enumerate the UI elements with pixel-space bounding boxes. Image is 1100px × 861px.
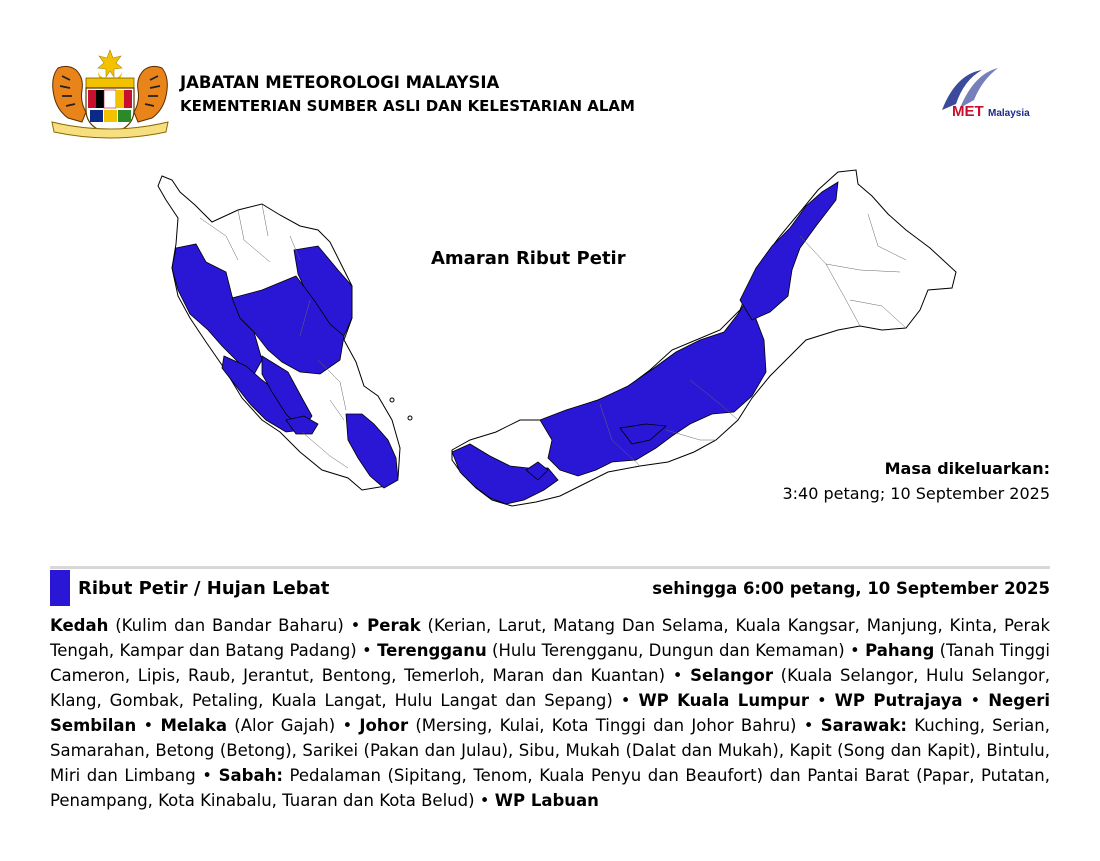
area-state: Sarawak: — [820, 716, 907, 735]
area-districts: (Mersing, Kulai, Kota Tinggi dan Johor Bahru) — [408, 716, 797, 735]
area-districts: (Kuala Selangor, Hulu Selangor, Klang, Gombak, Petaling, Kuala Langat, Hulu Langat dan Sepang) — [50, 666, 1050, 710]
issued-label: Masa dikeluarkan: — [884, 459, 1050, 478]
area-state: Pahang — [865, 641, 935, 660]
area-state: WP Putrajaya — [834, 691, 963, 710]
area-state: Selangor — [690, 666, 774, 685]
divider — [50, 566, 1050, 569]
affected-areas-text: Kedah (Kulim dan Bandar Baharu) • Perak (Kerian, Larut, Matang Dan Selama, Kuala Kangsar, Manjung, Kinta, Perak Tengah, Kampar dan Batang Padang) • Terengganu (Hulu Terengganu, Dungun dan Kemaman) • Pahang (Tanah Tinggi Cameron, Lipis, Raub, Jerantut, Bentong, Temerloh, Maran dan Kuantan) • Selangor (Kuala Selangor, Hulu Selangor, Klang, Gombak, Petaling, Kuala Langat, Hulu Langat dan Sepang) • WP Kuala Lumpur • WP Putrajaya • Negeri Sembilan • Melaka (Alor Gajah) • Johor (Mersing, Kulai, Kota Tinggi dan Johor Bahru) • Sarawak: Kuching, Serian, Samarahan, Betong (Betong), Sarikei (Pakan dan Julau), Sibu, Mukah (Dalat dan Mukah), Kapit (Song dan Kapit), Bintulu, Miri dan Limbang • Sabah: Pedalaman (Sipitang, Tenom, Kuala Penyu dan Beaufort) dan Pantai Barat (Papar, Putatan, Penampang, Kota Kinabalu, Tuaran dan Kota Belud) • WP Labuan — [50, 616, 1051, 810]
area-districts: Kuching, Serian, Samarahan, Betong (Betong), Sarikei (Pakan dan Julau), Sibu, Mukah (Dalat dan Mukah), Kapit (Song dan Kapit), Bintulu, Miri dan Limbang — [50, 716, 1050, 785]
area-districts — [809, 691, 817, 710]
legend-label: Ribut Petir / Hujan Lebat — [78, 578, 330, 599]
logo-country-text: Malaysia — [988, 108, 1030, 119]
area-districts: (Kulim dan Bandar Baharu) — [108, 616, 344, 635]
metmalaysia-logo — [930, 66, 1050, 122]
crest-shield-icon — [86, 88, 134, 134]
ministry-name: KEMENTERIAN SUMBER ASLI DAN KELESTARIAN ALAM — [180, 97, 635, 115]
issued-time-block — [782, 456, 1050, 506]
legend-swatch — [50, 570, 70, 606]
agency-name: JABATAN METEOROLOGI MALAYSIA — [180, 73, 500, 92]
area-districts: Pedalaman (Sipitang, Tenom, Kuala Penyu dan Beaufort) dan Pantai Barat (Papar, Putatan, Penampang, Kota Kinabalu, Tuaran dan Kota Belud) — [50, 766, 1050, 810]
area-districts: (Hulu Terengganu, Dungun dan Kemaman) — [486, 641, 845, 660]
area-state: Kedah — [50, 616, 109, 635]
area-state: Terengganu — [377, 641, 487, 660]
area-districts: (Kerian, Larut, Matang Dan Selama, Kuala Kangsar, Manjung, Kinta, Perak Tengah, Kampar dan Batang Padang) — [50, 616, 1051, 660]
area-state: Johor — [359, 716, 409, 735]
area-state: WP Kuala Lumpur — [638, 691, 809, 710]
area-state: Perak — [367, 616, 421, 635]
area-districts — [963, 691, 971, 710]
issued-time: 3:40 petang; 10 September 2025 — [782, 484, 1050, 503]
area-state: Negeri Sembilan — [50, 691, 1051, 735]
area-state: Sabah: — [218, 766, 283, 785]
area-districts — [136, 716, 143, 735]
area-districts: (Tanah Tinggi Cameron, Lipis, Raub, Jerantut, Bentong, Temerloh, Maran dan Kuantan) — [50, 641, 1050, 685]
logo-met-text: MET — [952, 103, 984, 120]
area-state: Melaka — [160, 716, 228, 735]
valid-until: sehingga 6:00 petang, 10 September 2025 — [652, 579, 1050, 598]
coat-of-arms-logo — [48, 48, 172, 140]
map-title: Amaran Ribut Petir — [431, 248, 626, 269]
area-districts: (Alor Gajah) — [227, 716, 336, 735]
area-state: WP Labuan — [494, 791, 599, 810]
peninsular-malaysia-map — [158, 176, 412, 490]
